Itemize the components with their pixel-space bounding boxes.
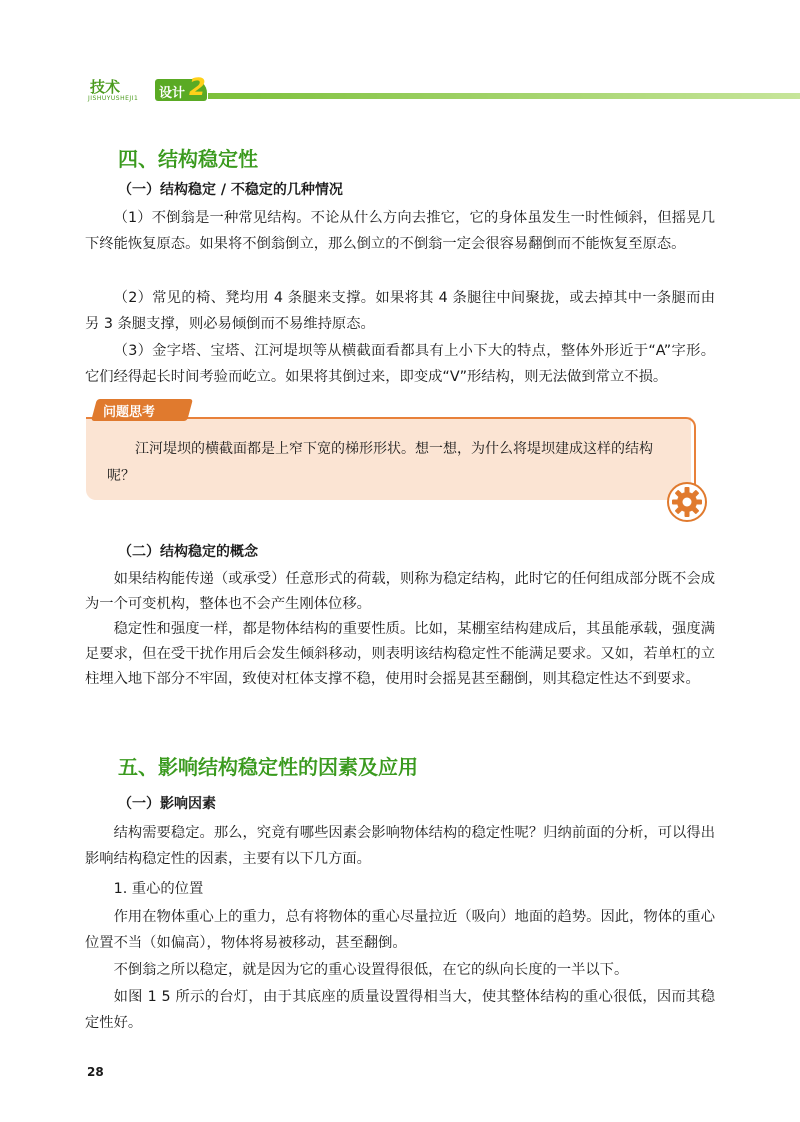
header-book-number: 2 <box>189 73 206 101</box>
paragraph: 如果结构能传递（或承受）任意形式的荷载，则称为稳定结构，此时它的任何组成部分既不会成为一个可变机构，整体也不会产生刚体位移。 <box>85 571 715 613</box>
paragraph: 稳定性和强度一样，都是物体结构的重要性质。比如，某棚室结构建成后，其虽能承载，强度满足要求，但在受干扰作用后会发生倾斜移动，则表明该结构稳定性不能满足要求。又如，若单杠的立柱埋入地下部分不牢固，致使对杠体支撑不稳，使用时会摇晃甚至翻倒，则其稳定性达不到要求。 <box>85 621 715 688</box>
paragraph: 结构需要稳定。那么，究竟有哪些因素会影响物体结构的稳定性呢？归纳前面的分析，可以得出影响结构稳定性的因素，主要有以下几方面。 <box>85 825 715 868</box>
page-number: 28 <box>87 1065 104 1079</box>
header-subtitle: JISHUYUSHEJI1 <box>88 95 139 102</box>
gear-icon <box>666 481 708 523</box>
section5-title: 五、影响结构稳定性的因素及应用 <box>118 755 418 779</box>
paragraph: （3）金字塔、宝塔、江河堤坝等从横截面看都具有上小下大的特点，整体外形近于“A”字形。它们经得起长时间考验而屹立。如果将其倒过来，即变成“V”形结构，则无法做到常立不损。 <box>85 343 715 386</box>
header-design-label: 设计 <box>159 86 186 101</box>
header-rule <box>208 93 800 99</box>
section4-sub1-heading: （一）结构稳定 / 不稳定的几种情况 <box>118 182 343 198</box>
point-heading: 1. 重心的位置 <box>113 881 204 897</box>
section5-sub1-heading: （一）影响因素 <box>118 796 216 812</box>
paragraph: （1）不倒翁是一种常见结构。不论从什么方向去推它，它的身体虽发生一时性倾斜，但摇晃几下终能恢复原态。如果将不倒翁倒立，那么倒立的不倒翁一定会很容易翻倒而不能恢复至原态。 <box>85 210 715 253</box>
section4-sub2-heading: （二）结构稳定的概念 <box>118 544 258 560</box>
page-header <box>0 70 800 110</box>
section4-title: 四、结构稳定性 <box>118 147 258 171</box>
paragraph: 作用在物体重心上的重力，总有将物体的重心尽量拉近（吸向）地面的趋势。因此，物体的重心位置不当（如偏高），物体将易被移动，甚至翻倒。 <box>85 909 715 952</box>
think-box-edge <box>684 417 696 489</box>
header-tech-label: 技术 <box>90 78 121 96</box>
think-box-label: 问题思考 <box>103 405 156 420</box>
paragraph: （2）常见的椅、凳均用 4 条腿来支撑。如果将其 4 条腿往中间聚拢，或去掉其中一条腿而由另 3 条腿支撑，则必易倾倒而不易维持原态。 <box>85 290 715 333</box>
paragraph: 如图 1 5 所示的台灯，由于其底座的质量设置得相当大，使其整体结构的重心很低，因而其稳定性好。 <box>85 989 715 1032</box>
think-box-text: 江河堤坝的横截面都是上窄下宽的梯形形状。想一想，为什么将堤坝建成这样的结构呢？ <box>107 441 653 484</box>
paragraph: 不倒翁之所以稳定，就是因为它的重心设置得很低，在它的纵向长度的一半以下。 <box>113 962 629 978</box>
